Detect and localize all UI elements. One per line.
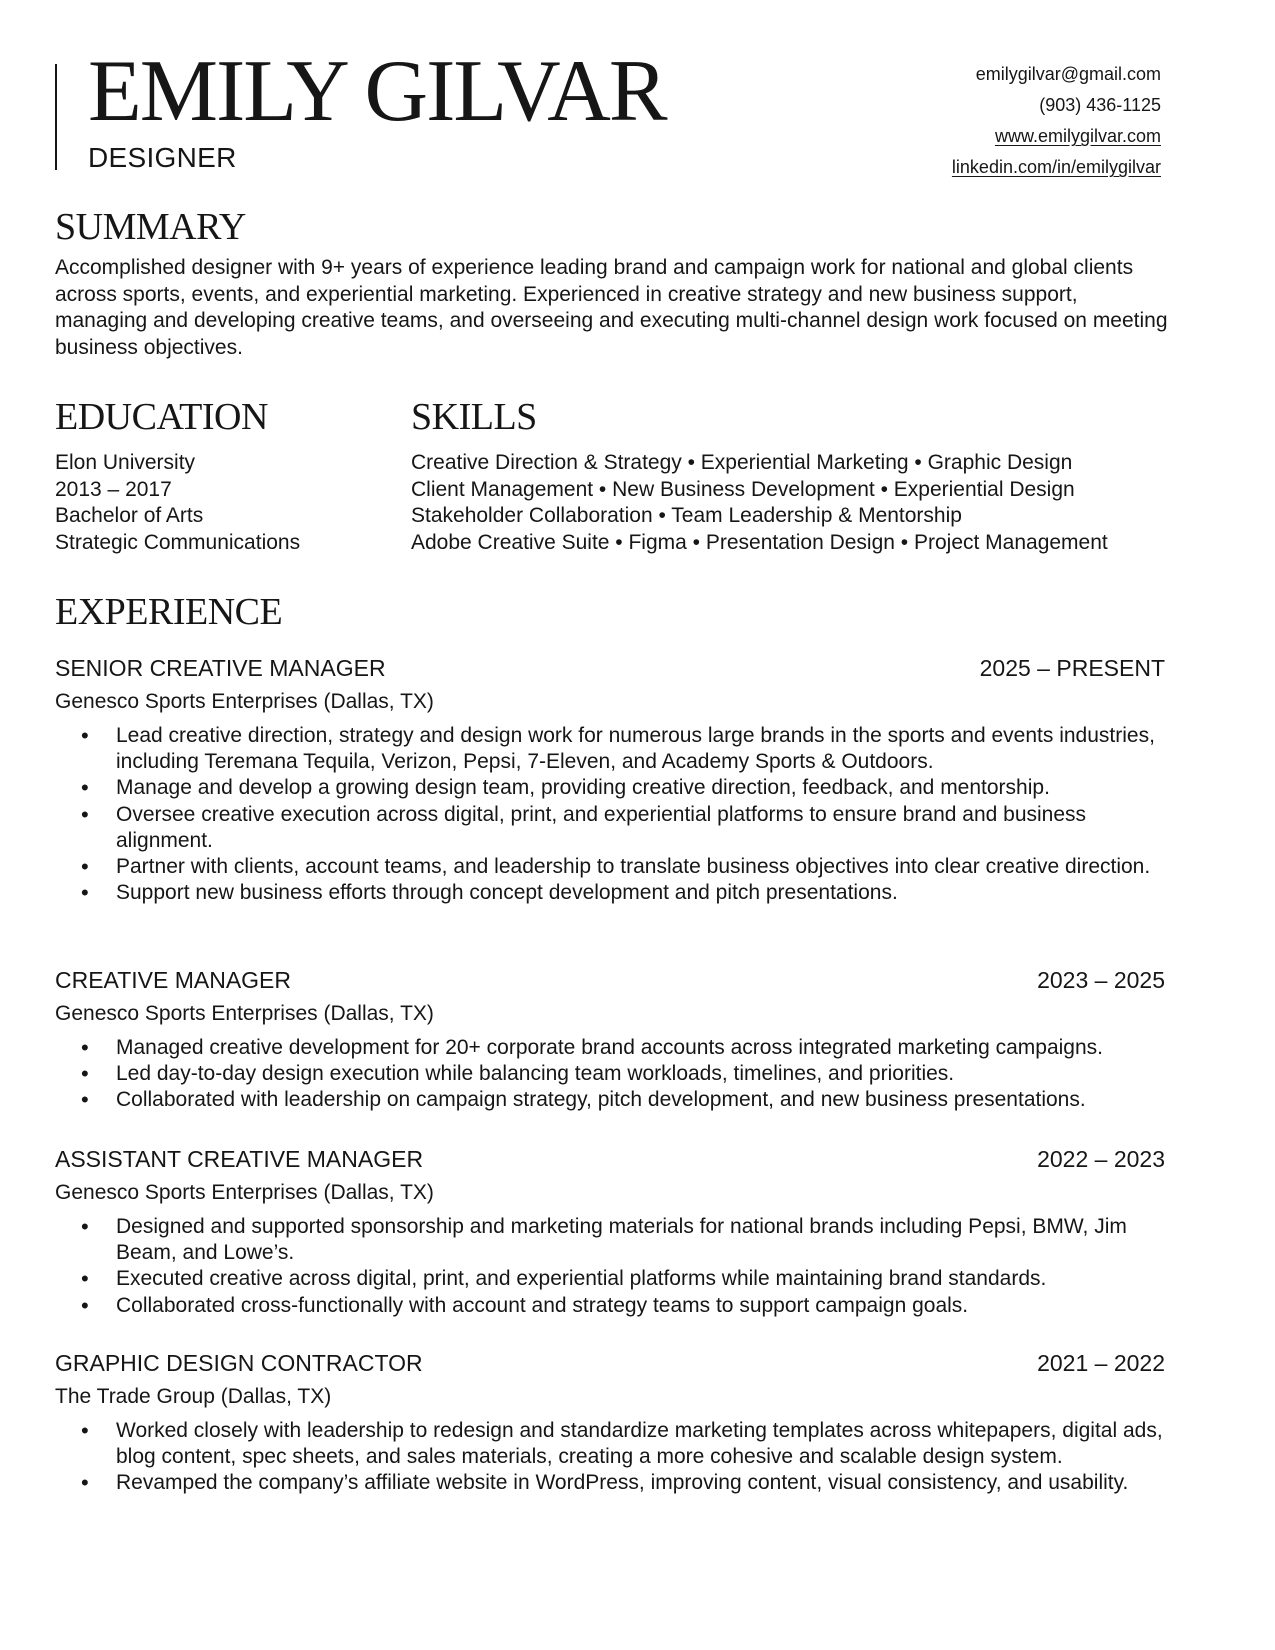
- list-item: [55, 1470, 1165, 1496]
- skills-line: Adobe Creative Suite • Figma • Presentation Design • Project Management: [411, 530, 1108, 554]
- list-item: [55, 880, 1165, 906]
- skills-line: Client Management • New Business Development • Experiential Design: [411, 477, 1075, 501]
- job-role: CREATIVE MANAGER: [55, 967, 291, 993]
- bullet-text: Lead creative direction, strategy and design work for numerous large brands in the sports and events industries, including Teremana Tequila, Verizon, Pepsi, 7-Eleven, and Academy Sports & Outdoors.: [116, 724, 1155, 774]
- job-role: ASSISTANT CREATIVE MANAGER: [55, 1146, 424, 1172]
- education-degree: Bachelor of Arts: [55, 504, 204, 527]
- education-school: Elon University: [55, 451, 196, 474]
- summary-text: Accomplished designer with 9+ years of experience leading brand and campaign work for national and global clients across sports, events, and experiential marketing. Experienced in creative strategy and new business support, managing and developing creative teams, and overseeing and executing multi-channel design work focused on meeting business objectives.: [55, 256, 1168, 359]
- job-dates: 2021 – 2022: [1037, 1350, 1165, 1376]
- list-item: [55, 854, 1165, 880]
- list-item: [55, 1293, 1165, 1319]
- bullet-icon: •: [81, 801, 89, 827]
- list-item: [55, 1214, 1165, 1266]
- skills-line: Stakeholder Collaboration • Team Leadership & Mentorship: [411, 504, 962, 527]
- bullet-text: Designed and supported sponsorship and marketing materials for national brands including Pepsi, BMW, Jim Beam, and Lowe’s.: [116, 1215, 1127, 1265]
- bullet-text: Collaborated with leadership on campaign strategy, pitch development, and new business presentations.: [116, 1088, 1086, 1112]
- bullet-icon: •: [81, 854, 89, 880]
- job-entry: [55, 1144, 1165, 1319]
- job-dates: 2025 – PRESENT: [979, 655, 1165, 681]
- job-entry: [55, 653, 1165, 906]
- bullet-icon: •: [81, 1470, 89, 1496]
- bullet-icon: •: [81, 1266, 89, 1292]
- list-item: [55, 1061, 1165, 1087]
- candidate-name: EMILY GILVAR: [88, 43, 666, 140]
- bullet-text: Partner with clients, account teams, and leadership to translate business objectives into clear creative direction.: [116, 855, 1151, 879]
- job-company: Genesco Sports Enterprises (Dallas, TX): [55, 1181, 434, 1204]
- bullet-text: Support new business efforts through concept development and pitch presentations.: [116, 881, 898, 905]
- job-bullets: [55, 1418, 1165, 1497]
- job-entry: [55, 1348, 1165, 1497]
- bullet-text: Managed creative development for 20+ corporate brand accounts across integrated marketing campaigns.: [116, 1036, 1103, 1059]
- bullet-text: Oversee creative execution across digital, print, and experiential platforms to ensure brand and business alignment.: [116, 802, 1087, 852]
- summary-heading: SUMMARY: [55, 206, 246, 248]
- bullet-icon: •: [81, 1087, 89, 1113]
- bullet-icon: •: [81, 1418, 89, 1443]
- education-years: 2013 – 2017: [55, 477, 172, 501]
- job-bullets: [55, 1035, 1165, 1114]
- bullet-icon: •: [81, 880, 89, 906]
- education-block: [55, 450, 385, 556]
- list-item: [55, 1087, 1165, 1113]
- experience-heading: EXPERIENCE: [55, 591, 283, 633]
- bullet-text: Collaborated cross-functionally with account and strategy teams to support campaign goals.: [116, 1293, 969, 1317]
- job-dates: 2022 – 2023: [1037, 1146, 1165, 1172]
- bullet-icon: •: [81, 775, 89, 801]
- job-dates: 2023 – 2025: [1037, 967, 1165, 993]
- bullet-text: Led day-to-day design execution while balancing team workloads, timelines, and priorities.: [116, 1062, 955, 1086]
- bullet-icon: •: [81, 1292, 89, 1318]
- bullet-text: Executed creative across digital, print, and experiential platforms while maintaining brand standards.: [116, 1267, 1047, 1291]
- list-item: [55, 723, 1165, 775]
- candidate-title: DESIGNER: [88, 142, 237, 173]
- skills-line: Creative Direction & Strategy • Experiential Marketing • Graphic Design: [411, 451, 1073, 474]
- skills-block: [411, 450, 1211, 556]
- job-bullets: [55, 723, 1165, 906]
- bullet-text: Manage and develop a growing design team, providing creative direction, feedback, and mentorship.: [116, 776, 1050, 800]
- job-entry: [55, 965, 1165, 1114]
- bullet-text: Worked closely with leadership to redesign and standardize marketing templates across whitepapers, digital ads, blog content, spec sheets, and sales materials, creating a more cohesive and scalable design system.: [116, 1419, 1163, 1469]
- list-item: [55, 1266, 1165, 1292]
- education-major: Strategic Communications: [55, 530, 301, 554]
- bullet-icon: •: [81, 1035, 89, 1060]
- job-role: GRAPHIC DESIGN CONTRACTOR: [55, 1350, 423, 1376]
- bullet-text: Revamped the company’s affiliate website in WordPress, improving content, visual consistency, and usability.: [116, 1471, 1129, 1495]
- name-accent-rule: [55, 64, 57, 170]
- job-role: SENIOR CREATIVE MANAGER: [55, 655, 386, 681]
- contact-email[interactable]: emilygilvar@gmail.com: [975, 64, 1161, 84]
- bullet-icon: •: [81, 1061, 89, 1087]
- list-item: [55, 775, 1165, 801]
- job-company: The Trade Group (Dallas, TX): [55, 1385, 332, 1408]
- contact-website-link[interactable]: www.emilygilvar.com: [994, 126, 1161, 146]
- bullet-icon: •: [81, 1214, 89, 1239]
- list-item: [55, 1035, 1165, 1061]
- skills-heading: SKILLS: [411, 396, 537, 438]
- contact-block: [952, 59, 1161, 183]
- bullet-icon: •: [81, 723, 89, 748]
- job-company: Genesco Sports Enterprises (Dallas, TX): [55, 690, 434, 713]
- contact-linkedin-link[interactable]: linkedin.com/in/emilygilvar: [951, 157, 1161, 177]
- job-company: Genesco Sports Enterprises (Dallas, TX): [55, 1002, 434, 1025]
- education-heading: EDUCATION: [55, 396, 268, 438]
- list-item: [55, 802, 1165, 854]
- job-bullets: [55, 1214, 1165, 1319]
- list-item: [55, 1418, 1165, 1470]
- contact-phone: (903) 436-1125: [1039, 95, 1161, 115]
